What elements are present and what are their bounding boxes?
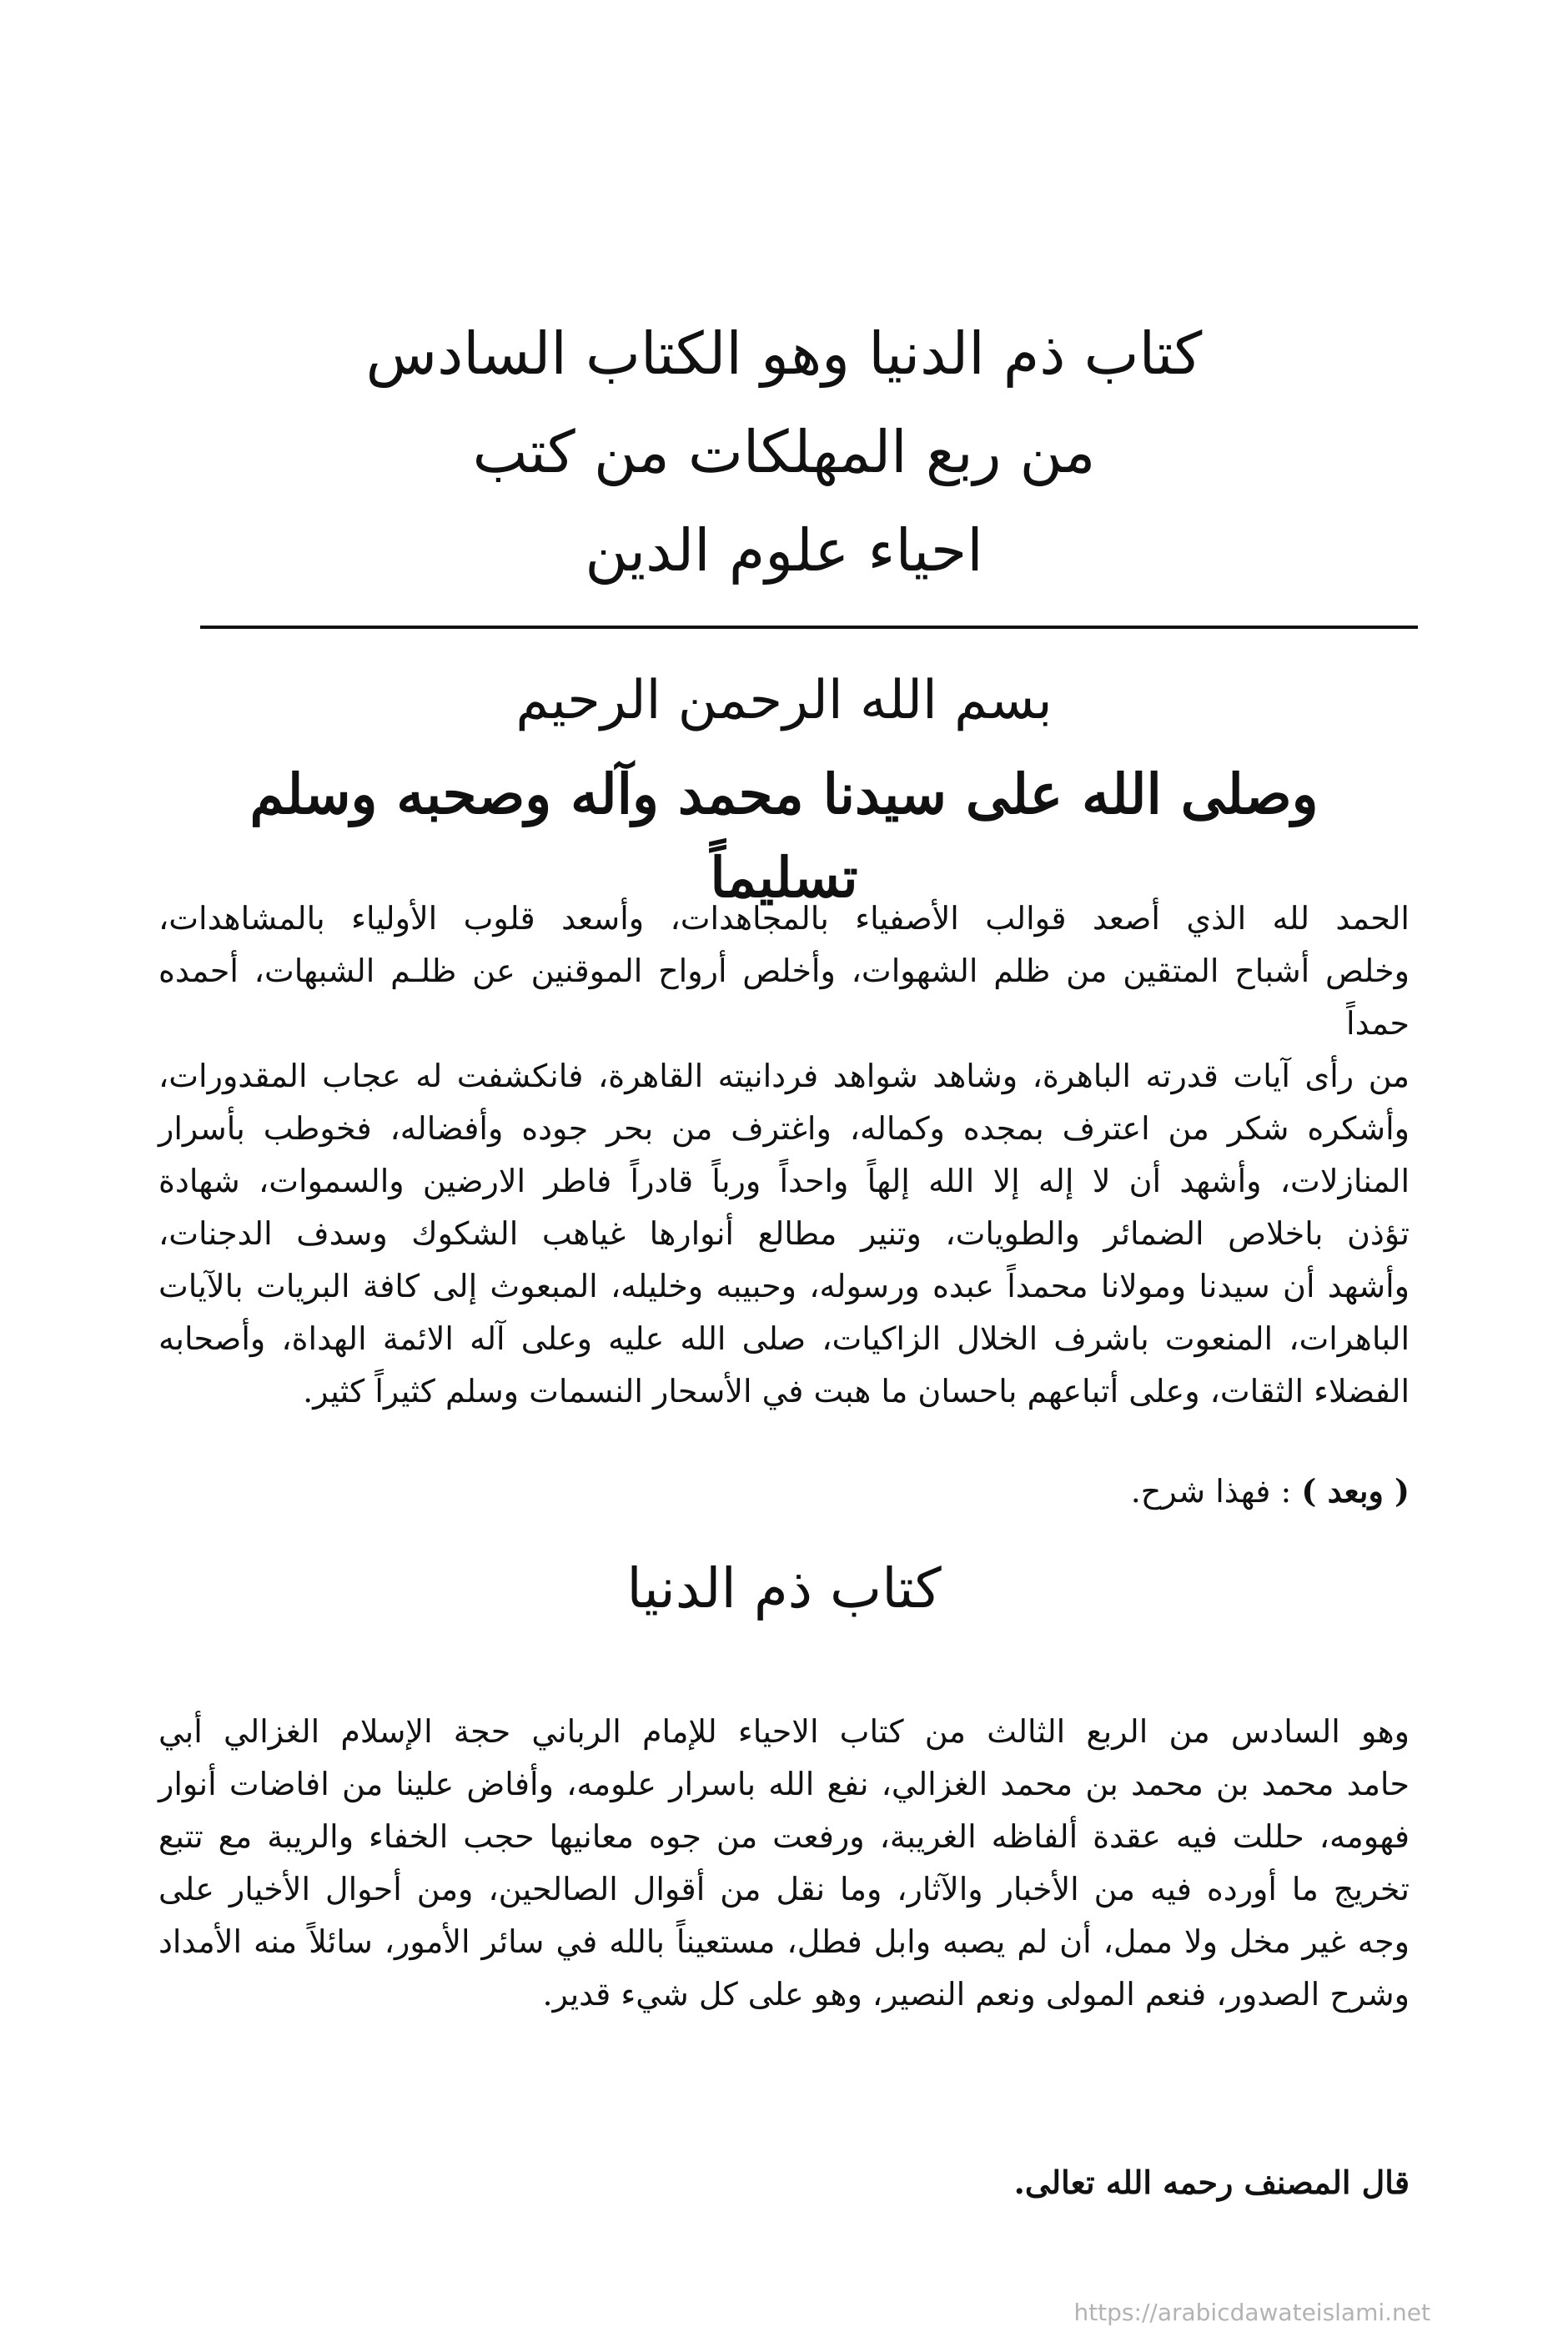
intro-line: وخلص أشباح المتقين من ظلم الشهوات، وأخلص أرواح الموقنين عن ظلـم الشبهات، أحمده حمداً (158, 952, 1410, 1042)
intro-paragraph (158, 892, 1410, 1418)
title-divider (200, 626, 1418, 629)
intro-line: الحمد لله الذي أصعد قوالب الأصفياء بالمجاهدات، وأسعد قلوب الأولياء بالمشاهدات، (158, 900, 1410, 937)
intro-line: من رأى آيات قدرته الباهرة، وشاهد شواهد فردانيته القاهرة، فانكشفت له عجاب المقدورات، (158, 1058, 1410, 1094)
body-line: حامد محمد بن محمد بن محمد الغزالي، نفع الله باسرار علومه، وأفاض علينا من افاضات أنوار (158, 1766, 1410, 1802)
book-title (200, 304, 1368, 600)
title-line-2: من ربع المهلكات من كتب (472, 418, 1096, 486)
intro-line: الفضلاء الثقات، وعلى أتباعهم باحسان ما هبت في الأسحار النسمات وسلم كثيراً كثير. (303, 1373, 1410, 1410)
author-note: قال المصنف رحمه الله تعالى. (1013, 2164, 1410, 2201)
body-line: تخريج ما أورده فيه من الأخبار والآثار، وما نقل من أقوال الصالحين، ومن أحوال الأخيار على (158, 1871, 1410, 1907)
body-line: وهو السادس من الربع الثالث من كتاب الاحياء للإمام الرباني حجة الإسلام الغزالي أبي (158, 1713, 1410, 1750)
wa-ba3d-keyword: ( وبعد ) (1301, 1472, 1410, 1510)
body-line: وجه غير مخل ولا ممل، أن لم يصبه وابل فطل، مستعيناً بالله في سائر الأمور، سائلاً منه الأمداد (158, 1923, 1410, 1960)
title-line-1: كتاب ذم الدنيا وهو الكتاب السادس (365, 319, 1203, 388)
salawat-line: وصلى الله على سيدنا محمد وآله وصحبه وسلم تسليماً (249, 761, 1319, 910)
body-line: وشرح الصدور، فنعم المولى ونعم النصير، وهو على كل شيء قدير. (542, 1976, 1410, 2013)
body-line: فهومه، حللت فيه عقدة ألفاظه الغريبة، ورفعت من جوه معانيها حجب الخفاء والريبة مع تتبع (158, 1818, 1410, 1855)
wa-ba3d-text: : فهذا شرح. (1130, 1473, 1292, 1510)
intro-line: وأشكره شكر من اعترف بمجده وكماله، واغترف من بحر جوده وأفضاله، فخوطب بأسرار (158, 1110, 1410, 1147)
intro-line: وأشهد أن سيدنا ومولانا محمداً عبده ورسوله، وحبيبه وخليله، المبعوث إلى كافة البريات بالآيات (158, 1268, 1410, 1304)
intro-line: تؤذن باخلاص الضمائر والطويات، وتنير مطالع أنوارها غياهب الشكوك وسدف الدجنات، (158, 1215, 1410, 1252)
intro-line: الباهرات، المنعوت باشرف الخلال الزاكيات، صلى الله عليه وعلى آله الائمة الهداة، وأصحابه (158, 1320, 1410, 1357)
wa-ba3d-line (1131, 1466, 1410, 1516)
body-paragraph (158, 1706, 1410, 2021)
intro-line: المنازلات، وأشهد أن لا إله إلا الله إلهاً واحداً ورباً قادراً فاطر الارضين والسموات، شهادة (158, 1163, 1410, 1199)
section-title: كتاب ذم الدنيا (626, 1556, 942, 1621)
site-watermark: https://arabicdawateislami.net (1073, 2299, 1430, 2326)
basmala: بسم الله الرحمن الرحيم (515, 670, 1053, 731)
title-line-3: احياء علوم الدين (585, 516, 983, 585)
